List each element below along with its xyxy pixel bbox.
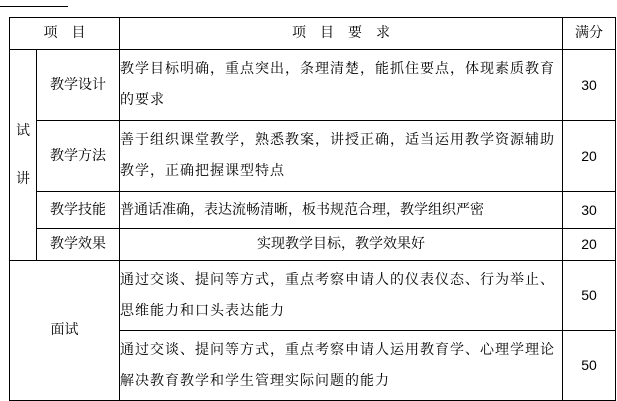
table-row — [10, 261, 616, 331]
item-name: 教学设计 — [37, 50, 120, 121]
trial-lecture-char-1: 试 — [16, 123, 30, 139]
item-score: 20 — [563, 121, 616, 192]
item-requirement: 普通话准确，表达流畅清晰，板书规范合理，教学组织严密 — [120, 192, 563, 229]
interview-score: 50 — [563, 261, 616, 331]
item-requirement: 实现教学目标，教学效果好 — [120, 229, 563, 261]
item-name: 教学方法 — [37, 121, 120, 192]
top-rule — [0, 6, 68, 7]
scoring-table — [9, 17, 616, 401]
interview-label: 面试 — [10, 261, 120, 401]
header-item: 项 目 — [10, 18, 120, 50]
table-row — [10, 121, 616, 192]
item-name: 教学技能 — [37, 192, 120, 229]
interview-score: 50 — [563, 331, 616, 401]
header-full-score: 满分 — [563, 18, 616, 50]
header-row — [10, 18, 616, 50]
item-score: 30 — [563, 50, 616, 121]
item-name: 教学效果 — [37, 229, 120, 261]
item-score: 20 — [563, 229, 616, 261]
trial-lecture-char-2: 讲 — [16, 171, 30, 187]
interview-requirement: 通过交谈、提问等方式，重点考察申请人的仪表仪态、行为举止、思维能力和口头表达能力 — [120, 261, 563, 331]
item-score: 30 — [563, 192, 616, 229]
item-requirement: 教学目标明确，重点突出，条理清楚，能抓住要点，体现素质教育的要求 — [120, 50, 563, 121]
trial-lecture-label — [10, 50, 37, 261]
table-row — [10, 192, 616, 229]
table-row — [10, 50, 616, 121]
table-row — [10, 229, 616, 261]
item-requirement: 善于组织课堂教学，熟悉教案，讲授正确，适当运用教学资源辅助教学，正确把握课型特点 — [120, 121, 563, 192]
header-requirements: 项 目 要 求 — [120, 18, 563, 50]
interview-requirement: 通过交谈、提问等方式，重点考察申请人运用教育学、心理学理论解决教育教学和学生管理实际问题的能力 — [120, 331, 563, 401]
